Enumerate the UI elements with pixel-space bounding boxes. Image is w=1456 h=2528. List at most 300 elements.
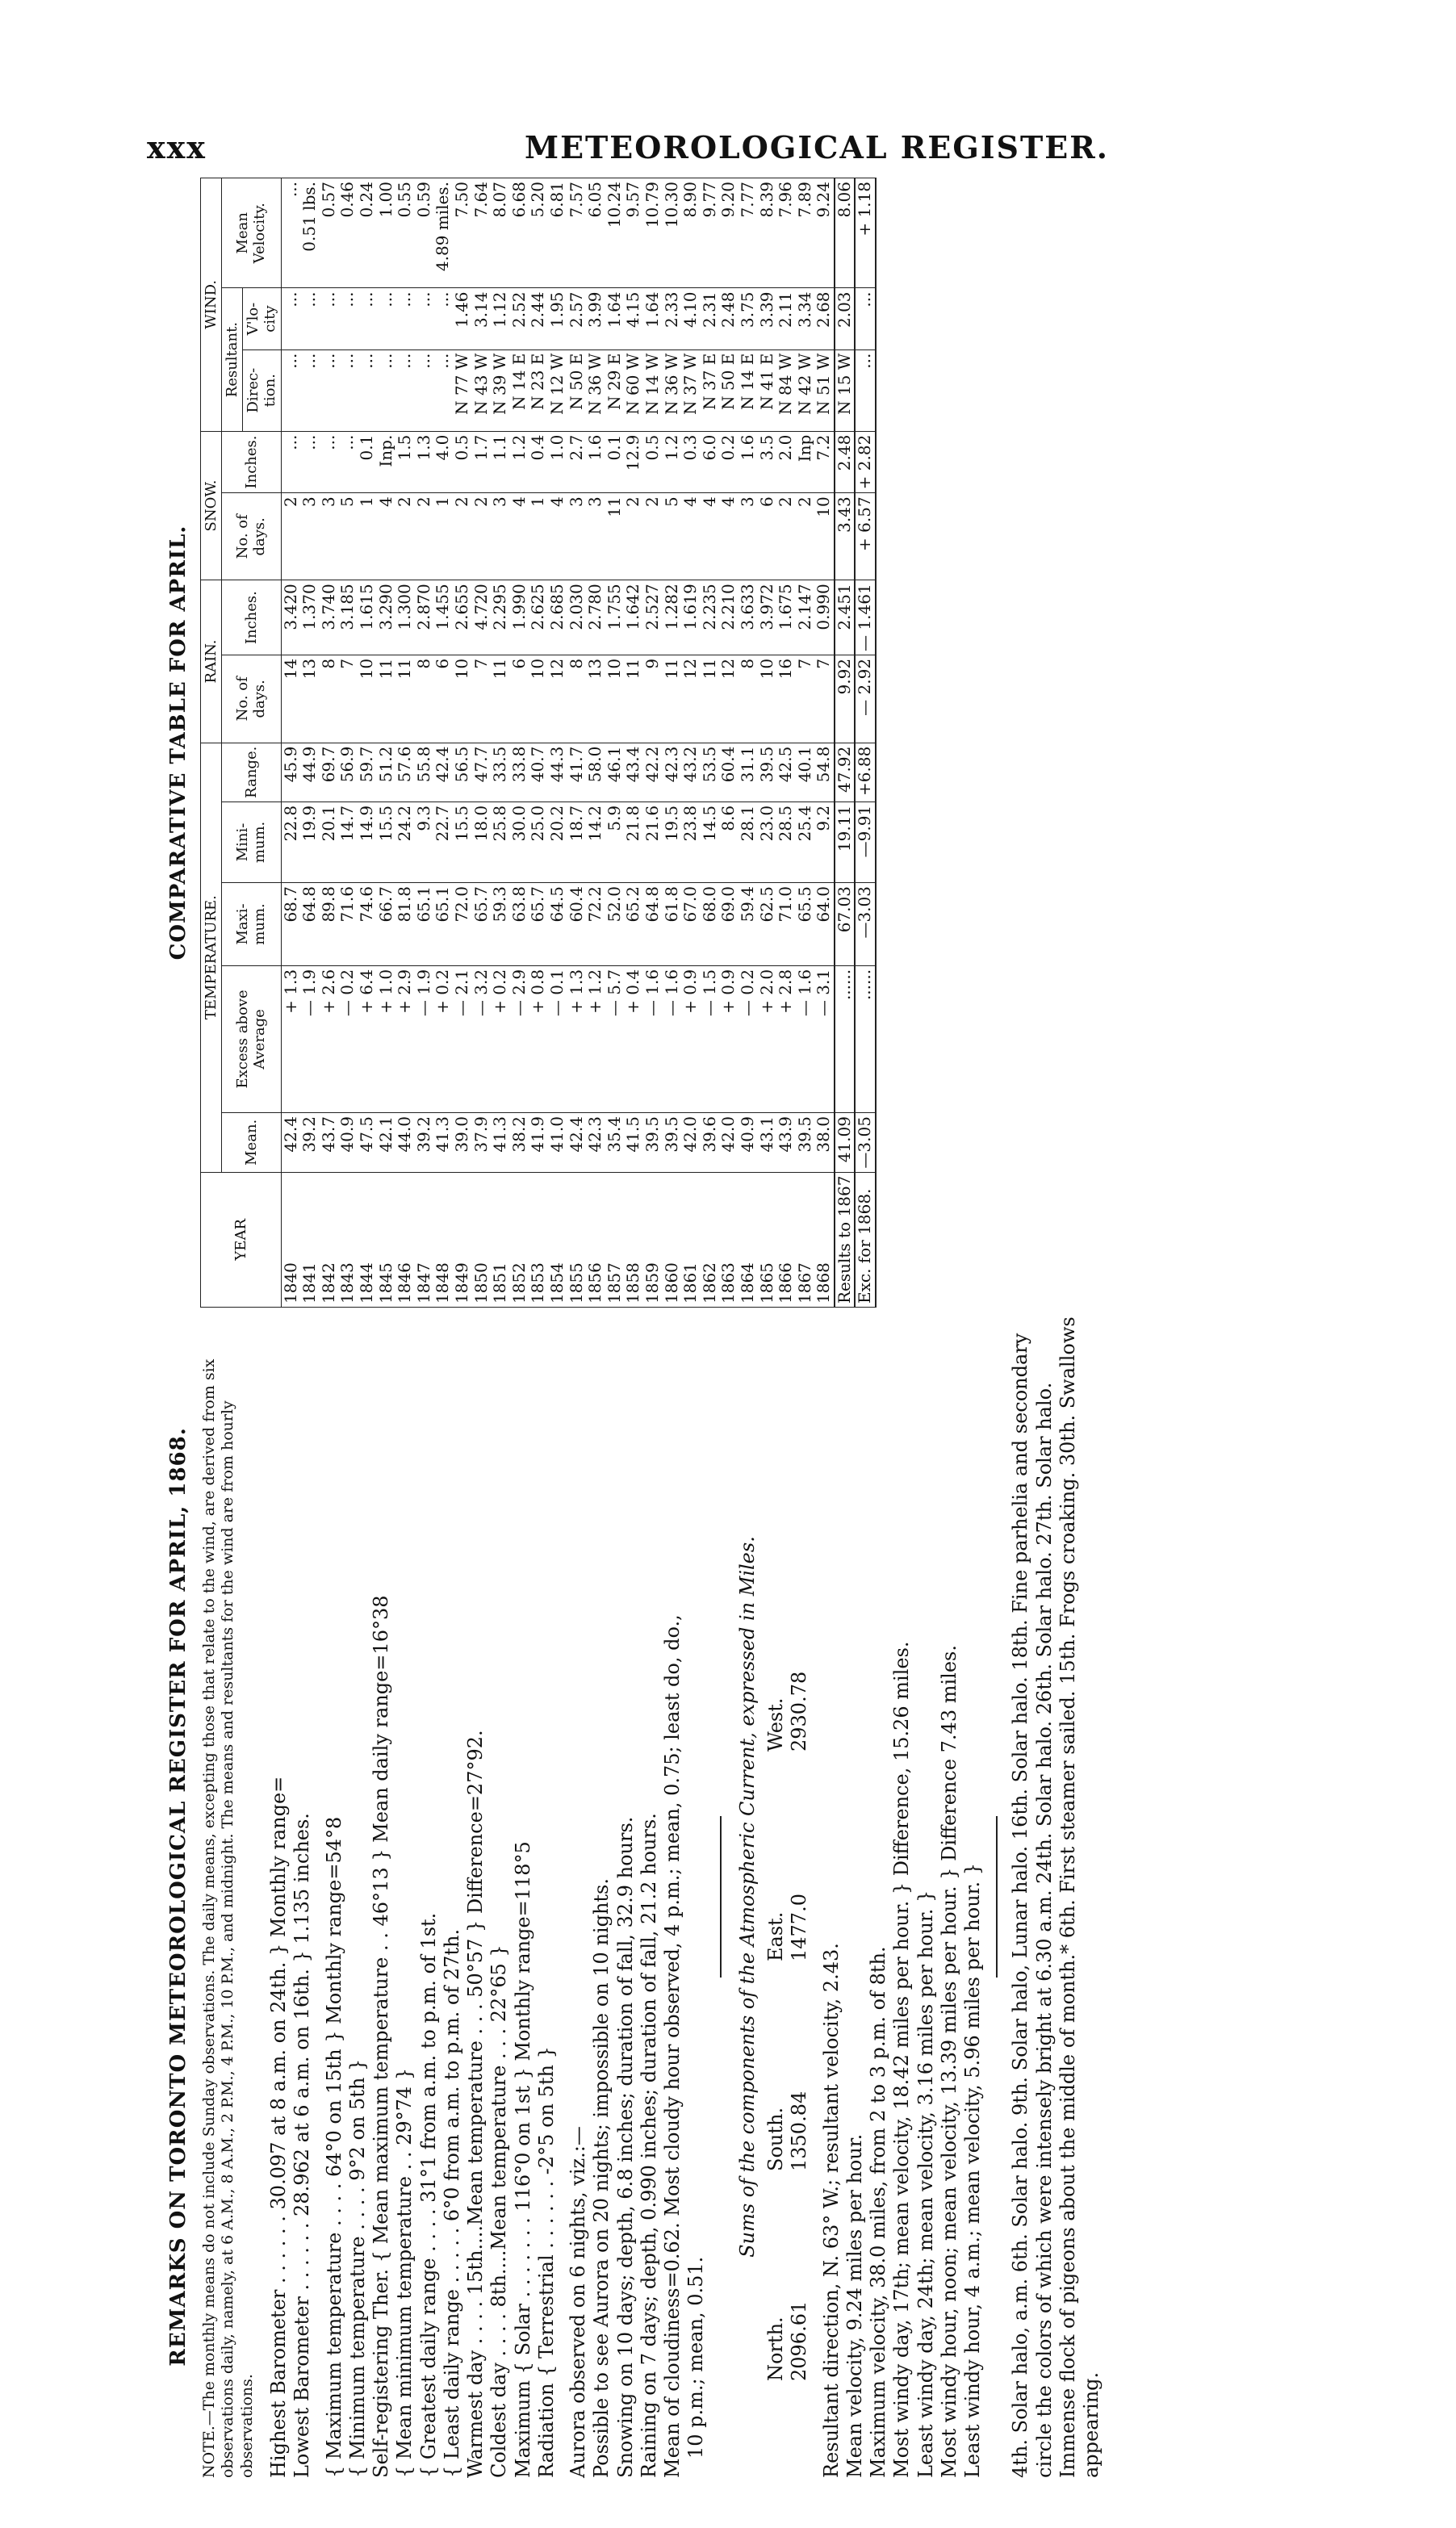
table-cell: 33.8 — [510, 743, 529, 802]
table-cell: 7.2 — [814, 431, 835, 493]
temperature-line: Coldest day . . . . 8th....Mean temperature . . . 22°65 } — [487, 1944, 511, 2478]
table-cell: 2 — [281, 493, 300, 580]
table-cell: 4.15 — [624, 288, 643, 349]
table-cell: + 0.9 — [719, 965, 738, 1112]
table-cell: 22.7 — [433, 802, 453, 882]
temperature-block — [323, 1316, 559, 2478]
table-cell: 1.755 — [605, 580, 625, 655]
table-cell: 1.2 — [663, 431, 682, 493]
table-cell: 5 — [663, 493, 682, 580]
table-cell: ... — [433, 288, 453, 349]
table-cell: 1.370 — [300, 580, 320, 655]
table-cell: 1856 — [586, 1172, 605, 1307]
table-cell: N 50 E — [567, 349, 587, 431]
table-cell: 25.4 — [796, 802, 815, 882]
component-east-value: 1477.0 — [788, 1894, 811, 1961]
table-cell: N 84 W — [776, 349, 796, 431]
components-title: Sums of the components of the Atmospheric Current, expressed in Miles. — [735, 1536, 759, 2258]
table-cell: 3.740 — [320, 580, 339, 655]
table-cell: N 39 W — [491, 349, 510, 431]
table-row — [472, 178, 492, 1308]
table-cell: 13 — [586, 655, 605, 743]
table-cell: 2.235 — [701, 580, 720, 655]
table-cell: 2.31 — [701, 288, 720, 349]
table-row — [681, 178, 701, 1308]
table-cell: 60.4 — [567, 883, 587, 966]
table-cell: 1847 — [415, 1172, 434, 1307]
table-cell: 3 — [738, 493, 758, 580]
table-cell: 1863 — [719, 1172, 738, 1307]
temperature-line: Warmest day . . . . 15th....Mean temperature . . . 50°57 } Difference=27°92. — [464, 1730, 487, 2478]
table-row — [433, 178, 453, 1308]
table-cell: 0.3 — [681, 431, 701, 493]
table-cell: Results to 1867 — [835, 1172, 856, 1307]
barometer-block — [267, 1316, 315, 2478]
table-cell: 0.5 — [453, 431, 472, 493]
table-cell: 10 — [453, 655, 472, 743]
table-cell: 3.75 — [738, 288, 758, 349]
table-cell: 39.2 — [300, 1113, 320, 1173]
table-cell: 0.4 — [529, 431, 548, 493]
table-cell: 65.5 — [796, 883, 815, 966]
table-row — [567, 178, 587, 1308]
table-cell: 53.5 — [701, 743, 720, 802]
table-cell: 39.5 — [758, 743, 777, 802]
table-cell: 39.5 — [643, 1113, 663, 1173]
table-cell: 1840 — [281, 1172, 300, 1307]
table-cell: 0.2 — [719, 431, 738, 493]
table-cell: + 1.3 — [567, 965, 587, 1112]
table-cell: 72.0 — [453, 883, 472, 966]
table-cell: 9.3 — [415, 802, 434, 882]
table-cell: 2.03 — [835, 288, 856, 349]
component-west-value: 2930.78 — [788, 1671, 811, 1752]
table-cell: 2.44 — [529, 288, 548, 349]
table-cell: 41.9 — [529, 1113, 548, 1173]
table-cell: 3 — [320, 493, 339, 580]
table-cell: 44.0 — [395, 1113, 415, 1173]
table-cell: 2 — [415, 493, 434, 580]
table-cell: 1841 — [300, 1172, 320, 1307]
table-cell: 44.3 — [548, 743, 567, 802]
table-cell: 10 — [814, 493, 835, 580]
table-cell: 7.77 — [738, 178, 758, 288]
temperature-line: { Mean minimum temperature . . 29°74 } — [393, 2067, 416, 2478]
table-cell: 41.09 — [835, 1113, 856, 1173]
table-cell: 1854 — [548, 1172, 567, 1307]
table-row — [548, 178, 567, 1308]
table-row — [510, 178, 529, 1308]
table-cell: 55.8 — [415, 743, 434, 802]
table-cell: + 2.8 — [776, 965, 796, 1112]
table-cell: 8.90 — [681, 178, 701, 288]
table-cell: 2 — [776, 493, 796, 580]
table-cell: 1.3 — [415, 431, 434, 493]
table-cell: 65.1 — [433, 883, 453, 966]
table-cell: 25.0 — [529, 802, 548, 882]
table-cell: — 3.1 — [814, 965, 835, 1112]
comparative-table — [200, 178, 877, 1308]
table-cell: N 12 W — [548, 349, 567, 431]
table-cell: 64.8 — [643, 883, 663, 966]
table-cell: + 6.57 — [855, 493, 876, 580]
table-cell: 8 — [738, 655, 758, 743]
table-cell: 7.96 — [776, 178, 796, 288]
table-row — [719, 178, 738, 1308]
table-cell: 7.57 — [567, 178, 587, 288]
aurora-line: Aurora observed on 6 nights, viz.:— — [567, 2126, 590, 2478]
table-cell: 4.89 miles. — [433, 178, 453, 288]
table-cell: 23.8 — [681, 802, 701, 882]
table-cell: 0.46 — [338, 178, 358, 288]
barometer-line: Highest Barometer . . . . . . 30.097 at 8 a.m. on 24th. } Monthly range= — [266, 1776, 290, 2478]
table-cell: 11 — [701, 655, 720, 743]
table-cell: 10.79 — [643, 178, 663, 288]
table-cell: + 2.6 — [320, 965, 339, 1112]
table-cell: 61.8 — [663, 883, 682, 966]
col-rain-inches: Inches. — [221, 580, 281, 655]
table-cell: ... — [377, 288, 396, 349]
results-row — [835, 178, 856, 1308]
component-south-value: 1350.84 — [788, 2091, 811, 2171]
remarks-note: NOTE.—The monthly means do not include Sunday observations. The daily means, excepting those that relate to the wind, are derived from six observations daily, namely, at 6 A.M., 8 A.M., 2 P.M., 4 P.M., 10 P.M., and midnight. The means and resultants for the wind are from hourly observations. — [199, 1358, 257, 2478]
table-cell: 42.3 — [586, 1113, 605, 1173]
table-cell: 2.625 — [529, 580, 548, 655]
table-title: COMPARATIVE TABLE FOR APRIL. — [166, 525, 190, 961]
table-row — [758, 178, 777, 1308]
table-cell: 0.5 — [643, 431, 663, 493]
table-cell: —3.05 — [855, 1113, 876, 1173]
table-cell: 2 — [453, 493, 472, 580]
table-cell: 7 — [814, 655, 835, 743]
table-cell: 40.9 — [738, 1113, 758, 1173]
table-cell: 10.24 — [605, 178, 625, 288]
aurora-line: Possible to see Aurora on 20 nights; impossible on 10 nights. — [590, 1877, 613, 2478]
table-cell: 2.0 — [776, 431, 796, 493]
table-cell: 28.1 — [738, 802, 758, 882]
remarks-section — [161, 1316, 1372, 2478]
table-cell: 1852 — [510, 1172, 529, 1307]
group-rain: RAIN. — [200, 580, 221, 743]
table-cell: 39.6 — [701, 1113, 720, 1173]
table-cell: N 14 E — [510, 349, 529, 431]
table-cell: 43.2 — [681, 743, 701, 802]
table-cell: 25.8 — [491, 802, 510, 882]
table-cell: + 1.0 — [377, 965, 396, 1112]
table-cell: 8 — [567, 655, 587, 743]
table-cell: 2 — [624, 493, 643, 580]
table-cell: 66.7 — [377, 883, 396, 966]
table-cell: 43.1 — [758, 1113, 777, 1173]
table-cell: 1861 — [681, 1172, 701, 1307]
table-cell: 0.24 — [358, 178, 377, 288]
table-cell: N 36 W — [663, 349, 682, 431]
temperature-line: Self-registering Ther. { Mean maximum temperature . . 46°13 } Mean daily range=16°38 — [370, 1595, 393, 2478]
table-cell: 59.7 — [358, 743, 377, 802]
table-cell: — 0.1 — [548, 965, 567, 1112]
table-cell: 28.5 — [776, 802, 796, 882]
table-cell: 0.1 — [605, 431, 625, 493]
table-cell: N 41 E — [758, 349, 777, 431]
table-cell: ... — [281, 349, 300, 431]
table-cell: 65.7 — [472, 883, 492, 966]
table-cell: 7.89 — [796, 178, 815, 288]
table-cell: 6.05 — [586, 178, 605, 288]
table-body — [281, 178, 876, 1308]
table-cell: ... — [320, 349, 339, 431]
table-cell: ...... — [835, 965, 856, 1112]
table-cell: 9.24 — [814, 178, 835, 288]
component-east-label: East. — [764, 1911, 788, 1961]
table-row — [586, 178, 605, 1308]
table-cell: 1843 — [338, 1172, 358, 1307]
table-cell: + 2.82 — [855, 431, 876, 493]
table-cell: + 2.9 — [395, 965, 415, 1112]
temperature-line: { Maximum temperature . . . . 64°0 on 15th } Monthly range=54°8 — [322, 1816, 345, 2478]
table-cell: ... — [415, 349, 434, 431]
wind-line: Resultant direction, N. 63° W.; resultant velocity, 2.43. — [819, 1943, 843, 2478]
table-cell: 1 — [433, 493, 453, 580]
table-cell: 2 — [472, 493, 492, 580]
col-velocity: V'lo-city — [243, 288, 281, 349]
table-cell: 39.5 — [663, 1113, 682, 1173]
table-cell: ... — [300, 431, 320, 493]
table-cell: 12 — [719, 655, 738, 743]
table-cell: 4 — [719, 493, 738, 580]
table-cell: 14.5 — [701, 802, 720, 882]
table-cell: ... — [281, 288, 300, 349]
table-cell: 56.9 — [338, 743, 358, 802]
table-cell: 41.5 — [624, 1113, 643, 1173]
table-cell: + 0.8 — [529, 965, 548, 1112]
table-cell: 1.0 — [548, 431, 567, 493]
table-cell: 6.68 — [510, 178, 529, 288]
table-cell: N 14 W — [643, 349, 663, 431]
table-cell: 9 — [643, 655, 663, 743]
table-cell: 1 — [358, 493, 377, 580]
table-row — [701, 178, 720, 1308]
table-cell: 0.55 — [395, 178, 415, 288]
table-cell: 16 — [776, 655, 796, 743]
table-cell: ... — [338, 349, 358, 431]
table-cell: ... — [358, 288, 377, 349]
table-cell: 0.57 — [320, 178, 339, 288]
table-cell: 0.51 lbs. — [300, 178, 320, 288]
table-cell: 62.5 — [758, 883, 777, 966]
table-cell: 7 — [338, 655, 358, 743]
comparative-table-section — [161, 178, 1372, 1308]
table-cell: 41.0 — [548, 1113, 567, 1173]
table-cell: 71.0 — [776, 883, 796, 966]
table-cell: 1851 — [491, 1172, 510, 1307]
table-cell: — 1.9 — [415, 965, 434, 1112]
table-cell: 2 — [643, 493, 663, 580]
table-cell: 39.2 — [415, 1113, 434, 1173]
table-cell: + 1.2 — [586, 965, 605, 1112]
divider — [720, 1816, 722, 1978]
table-cell: 2.11 — [776, 288, 796, 349]
page-header — [0, 129, 1456, 178]
table-cell: 71.6 — [338, 883, 358, 966]
table-cell: 63.8 — [510, 883, 529, 966]
table-row — [320, 178, 339, 1308]
col-year: YEAR — [200, 1172, 281, 1307]
table-cell: 4.720 — [472, 580, 492, 655]
table-cell: 40.9 — [338, 1113, 358, 1173]
table-cell: 3.972 — [758, 580, 777, 655]
table-cell: 9.92 — [835, 655, 856, 743]
table-cell: 2.48 — [835, 431, 856, 493]
col-excess: Excess above Average — [221, 965, 281, 1112]
table-cell: N 37 W — [681, 349, 701, 431]
table-cell: 47.92 — [835, 743, 856, 802]
table-cell: ... — [300, 288, 320, 349]
table-cell: 6.81 — [548, 178, 567, 288]
table-row — [300, 178, 320, 1308]
table-row — [395, 178, 415, 1308]
table-cell: 42.2 — [643, 743, 663, 802]
aurora-line: Mean of cloudiness=0.62. Most cloudy hour observed, 4 p.m.; mean, 0.75; least do, do., — [661, 1614, 684, 2478]
table-cell: + 1.3 — [281, 965, 300, 1112]
table-cell: 3.43 — [835, 493, 856, 580]
table-cell: 10 — [529, 655, 548, 743]
table-cell: 6 — [758, 493, 777, 580]
table-cell: 1848 — [433, 1172, 453, 1307]
table-cell: 1.64 — [643, 288, 663, 349]
table-cell: 6 — [510, 655, 529, 743]
table-cell: 64.0 — [814, 883, 835, 966]
aurora-line: Snowing on 10 days; depth, 6.8 inches; duration of fall, 32.9 hours. — [613, 1816, 637, 2478]
table-cell: — 2.92 — [855, 655, 876, 743]
table-cell: 3.5 — [758, 431, 777, 493]
table-cell: 1.6 — [586, 431, 605, 493]
running-title: METEOROLOGICAL REGISTER. — [525, 129, 1110, 165]
table-cell: 18.0 — [472, 802, 492, 882]
table-row — [738, 178, 758, 1308]
table-cell: ... — [320, 431, 339, 493]
table-cell: 9.2 — [814, 802, 835, 882]
table-cell: 11 — [395, 655, 415, 743]
table-cell: 8 — [320, 655, 339, 743]
table-cell: 81.8 — [395, 883, 415, 966]
table-cell: N 23 E — [529, 349, 548, 431]
col-rain-days: No. of days. — [221, 655, 281, 743]
table-cell: 74.6 — [358, 883, 377, 966]
table-cell: ... — [320, 288, 339, 349]
table-cell: 1860 — [663, 1172, 682, 1307]
table-cell: 3 — [300, 493, 320, 580]
wind-line: Mean velocity, 9.24 miles per hour. — [843, 2133, 866, 2478]
table-cell: 1855 — [567, 1172, 587, 1307]
table-cell: + 6.4 — [358, 965, 377, 1112]
table-cell: 5 — [338, 493, 358, 580]
table-cell: 1858 — [624, 1172, 643, 1307]
component-north-label: North. — [764, 2317, 788, 2381]
table-cell: 1849 — [453, 1172, 472, 1307]
table-cell: 4 — [510, 493, 529, 580]
table-cell: 8.07 — [491, 178, 510, 288]
table-cell: 14.2 — [586, 802, 605, 882]
table-cell: N 15 W — [835, 349, 856, 431]
wind-line: Most windy hour, noon; mean velocity, 13.39 miles per hour. } Difference 7.43 miles. — [937, 1645, 960, 2478]
table-cell: 1842 — [320, 1172, 339, 1307]
table-cell: 22.8 — [281, 802, 300, 882]
aurora-block — [567, 1316, 709, 2478]
table-cell: 2 — [796, 493, 815, 580]
table-cell: 0.990 — [814, 580, 835, 655]
table-cell: 9.77 — [701, 178, 720, 288]
table-cell: 2.147 — [796, 580, 815, 655]
table-cell: 64.5 — [548, 883, 567, 966]
table-cell: ... — [358, 349, 377, 431]
table-cell: N 50 E — [719, 349, 738, 431]
table-cell: 37.9 — [472, 1113, 492, 1173]
table-cell: 3.34 — [796, 288, 815, 349]
table-cell: — 1.6 — [796, 965, 815, 1112]
table-cell: 64.8 — [300, 883, 320, 966]
divider — [996, 1816, 998, 1978]
table-cell: — 1.461 — [855, 580, 876, 655]
table-cell: 1844 — [358, 1172, 377, 1307]
table-cell: 43.9 — [776, 1113, 796, 1173]
table-cell: + 0.2 — [433, 965, 453, 1112]
temperature-line: Maximum { Solar . . . . . . . 116°0 on 1st } Monthly range=118°5 — [511, 1841, 534, 2478]
table-cell: 4 — [377, 493, 396, 580]
table-cell: 7.50 — [453, 178, 472, 288]
table-cell: 7 — [472, 655, 492, 743]
table-cell: ... — [281, 431, 300, 493]
table-cell: + 0.9 — [681, 965, 701, 1112]
table-cell: 10.30 — [663, 178, 682, 288]
table-cell: 4 — [548, 493, 567, 580]
table-cell: + 0.4 — [624, 965, 643, 1112]
table-cell: N 14 E — [738, 349, 758, 431]
table-cell: 11 — [377, 655, 396, 743]
table-cell: N 77 W — [453, 349, 472, 431]
table-cell: 7 — [796, 655, 815, 743]
col-mean: Mean. — [221, 1113, 281, 1173]
table-cell: 2.48 — [719, 288, 738, 349]
table-cell: 42.4 — [567, 1113, 587, 1173]
table-cell: 15.5 — [377, 802, 396, 882]
table-cell: 1.12 — [491, 288, 510, 349]
table-cell: — 5.7 — [605, 965, 625, 1112]
table-cell: 1866 — [776, 1172, 796, 1307]
table-cell: 8.06 — [835, 178, 856, 288]
table-cell: —9.91 — [855, 802, 876, 882]
table-cell: 2.655 — [453, 580, 472, 655]
table-cell: 60.4 — [719, 743, 738, 802]
wind-line: Maximum velocity, 38.0 miles, from 2 to 3 p.m. of 8th. — [867, 1946, 890, 2478]
table-cell: 1.46 — [453, 288, 472, 349]
table-cell: 47.7 — [472, 743, 492, 802]
wind-line: Least windy hour, 4 a.m.; mean velocity, 5.96 miles per hour. } — [961, 1862, 985, 2478]
table-cell: 40.7 — [529, 743, 548, 802]
col-mean-velocity: Mean Velocity. — [221, 178, 281, 288]
table-cell: 2.210 — [719, 580, 738, 655]
table-cell: N 37 E — [701, 349, 720, 431]
table-row — [491, 178, 510, 1308]
components-grid — [764, 1316, 812, 2478]
table-cell: 2.295 — [491, 580, 510, 655]
table-cell: 0.1 — [358, 431, 377, 493]
table-row — [281, 178, 300, 1308]
table-cell: 4 — [701, 493, 720, 580]
table-cell: 3 — [491, 493, 510, 580]
table-cell: 1859 — [643, 1172, 663, 1307]
table-row — [663, 178, 682, 1308]
table-cell: 3.420 — [281, 580, 300, 655]
